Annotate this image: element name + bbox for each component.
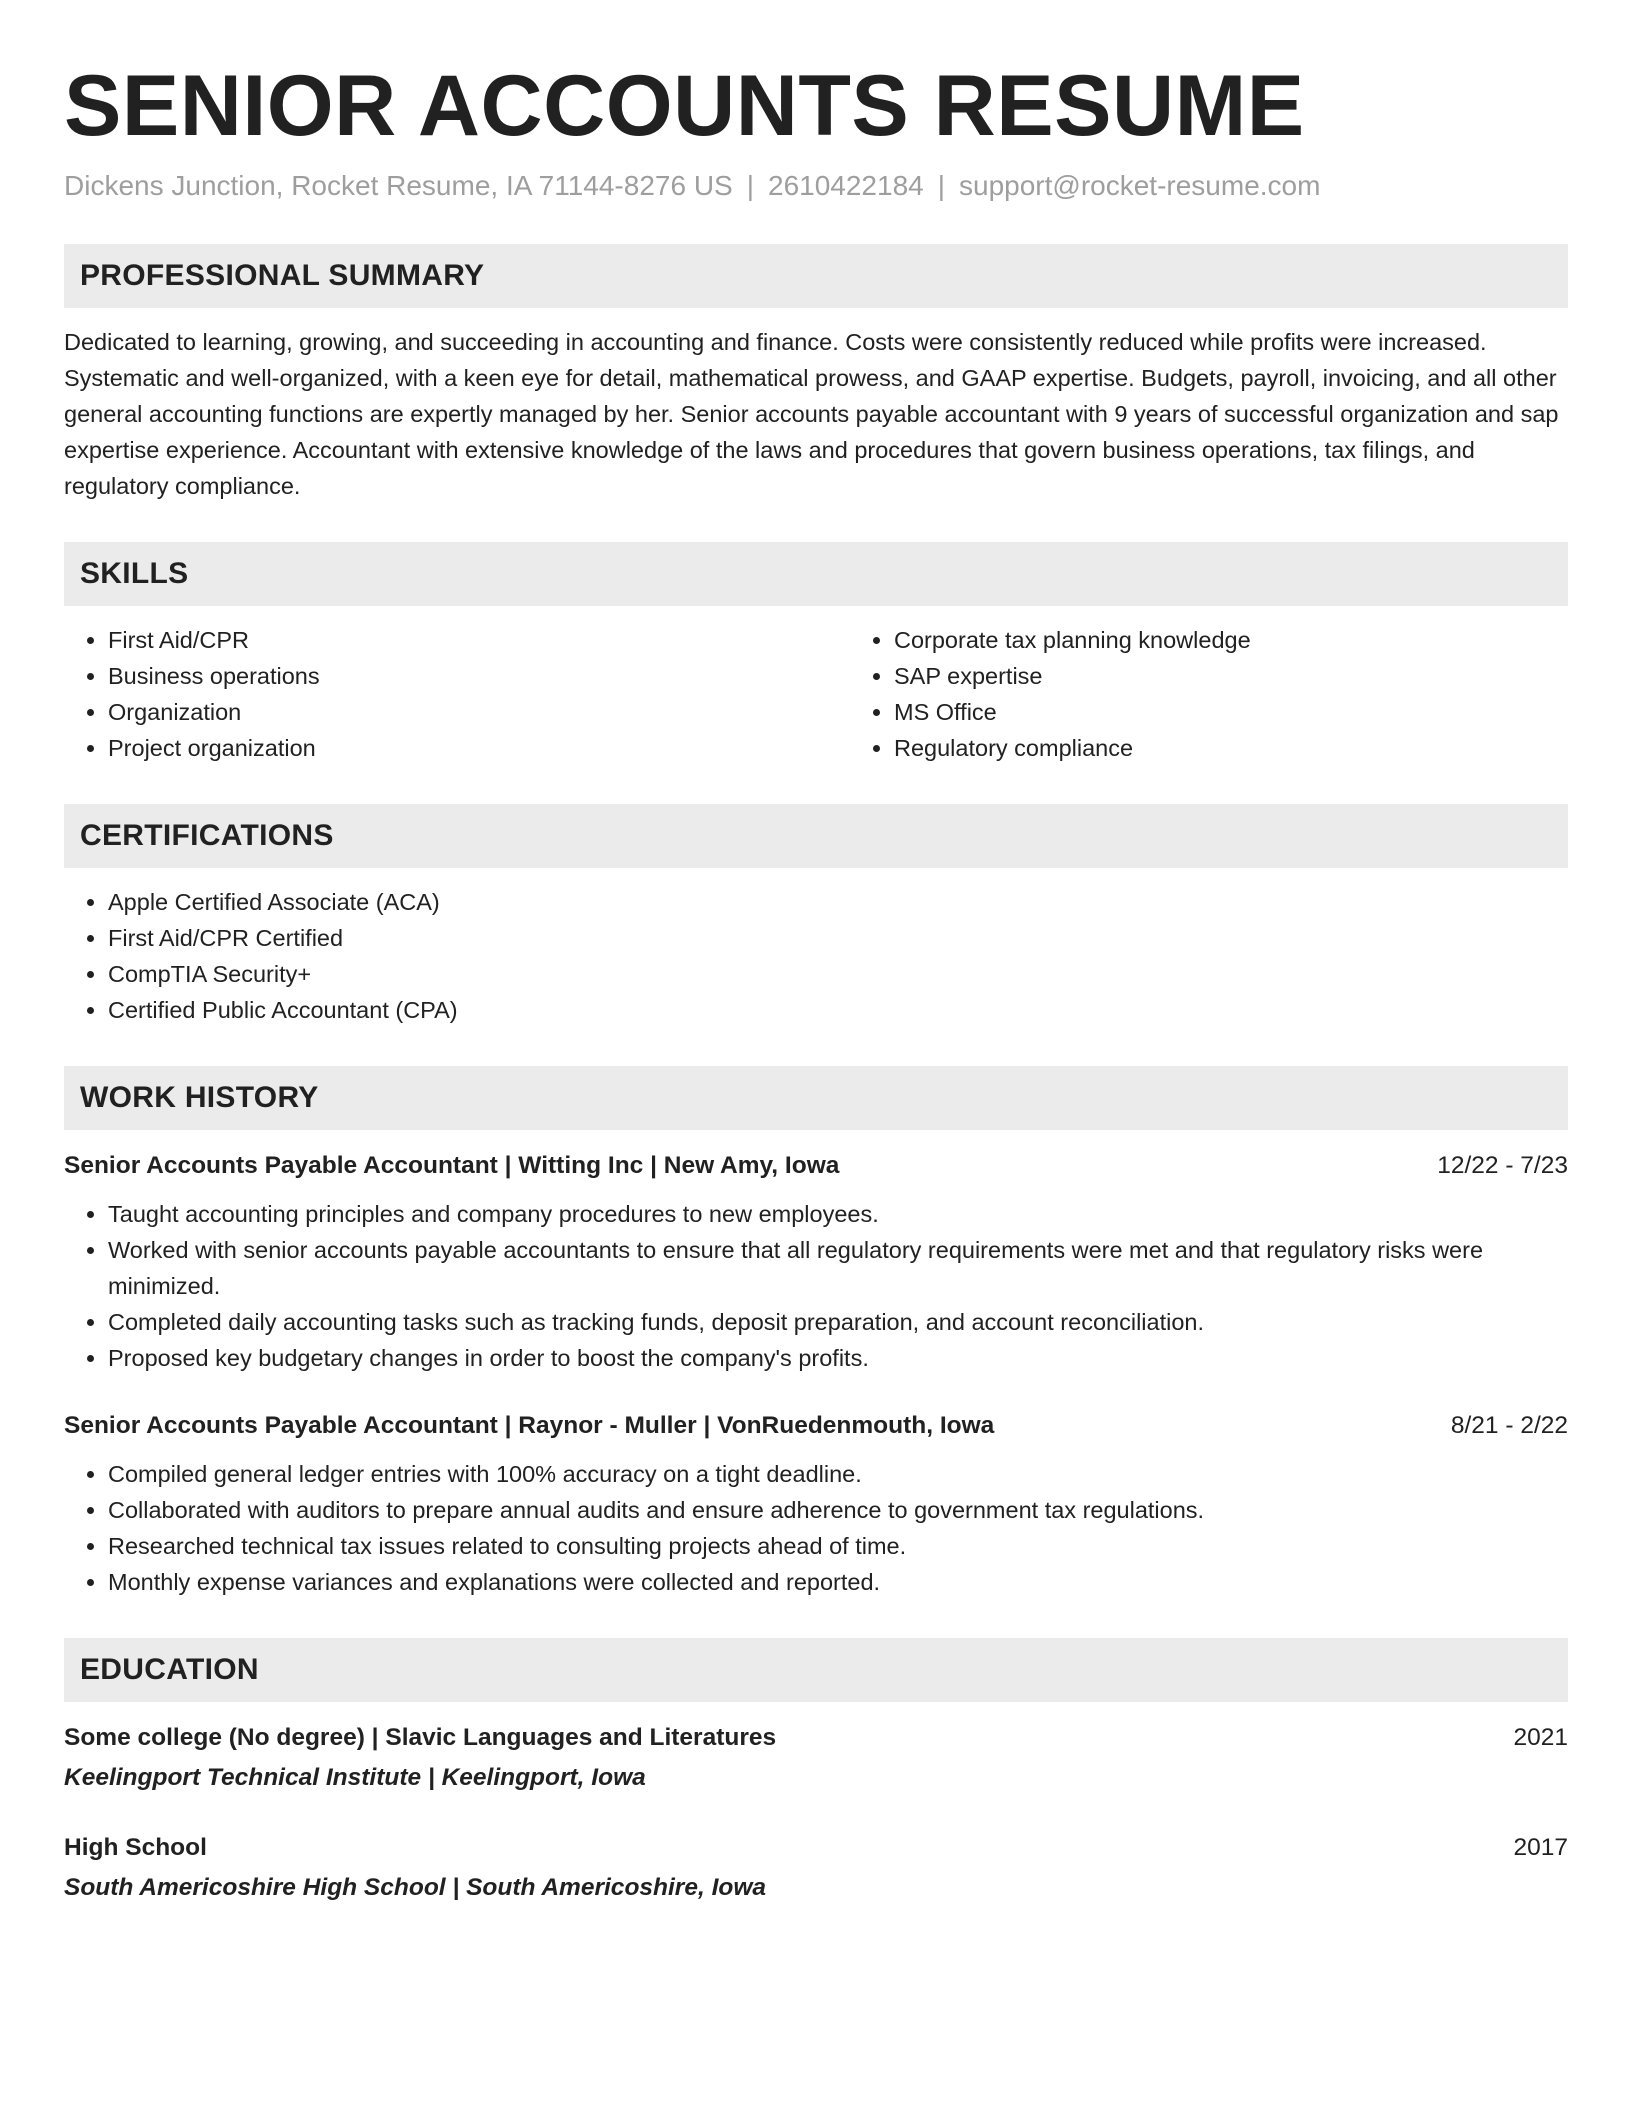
job-entry	[64, 1406, 1568, 1600]
job-header	[64, 1406, 1568, 1446]
skill-item: • Project organization	[108, 730, 850, 766]
education-school: Keelingport Technical Institute | Keelingport, Iowa	[64, 1764, 646, 1791]
education-header-row	[64, 1828, 1568, 1868]
skill-item: • MS Office	[894, 694, 1632, 730]
skills-section	[64, 542, 1568, 766]
contact-phone: 2610422184	[768, 170, 924, 201]
summary-section	[64, 244, 1568, 504]
job-dates: 8/21 - 2/22	[1450, 1412, 1568, 1439]
skills-grid	[64, 622, 1568, 766]
job-bullet: • Monthly expense variances and explanations were collected and reported.	[108, 1564, 1568, 1600]
certifications-list	[64, 884, 1568, 1028]
summary-text: Dedicated to learning, growing, and succeeding in accounting and finance. Costs were consistently reduced while profits were increased. Systematic and well-organized, with a keen eye for detail, mathematical prowess, and GAAP expertise. Budgets, payroll, invoicing, and all other general accounting functions are expertly managed by her. Senior accounts payable accountant with 9 years of successful organization and sap expertise experience. Accountant with extensive knowledge of the laws and procedures that govern business operations, tax filings, and regulatory compliance.	[64, 329, 1559, 499]
skill-item: • Corporate tax planning knowledge	[894, 622, 1632, 658]
job-bullets	[64, 1456, 1568, 1600]
section-heading: WORK HISTORY	[80, 1081, 319, 1114]
job-bullet: • Worked with senior accounts payable accountants to ensure that all regulatory requirements were met and that regulatory risks were minimized.	[108, 1232, 1568, 1304]
skill-item: • SAP expertise	[894, 658, 1632, 694]
skill-item: • First Aid/CPR	[108, 622, 850, 658]
job-entry	[64, 1146, 1568, 1376]
contact-separator: |	[746, 170, 754, 201]
section-heading: EDUCATION	[80, 1653, 259, 1686]
contact-address: Dickens Junction, Rocket Resume, IA 71144-8276 US	[64, 170, 733, 201]
education-section	[64, 1638, 1568, 1908]
education-header-row	[64, 1718, 1568, 1758]
skills-header	[64, 542, 1568, 606]
certification-item: • First Aid/CPR Certified	[108, 920, 1568, 956]
summary-header	[64, 244, 1568, 308]
education-degree: High School	[64, 1834, 207, 1861]
job-bullet: • Proposed key budgetary changes in order to boost the company's profits.	[108, 1340, 1568, 1376]
job-bullet: • Completed daily accounting tasks such as tracking funds, deposit preparation, and account reconciliation.	[108, 1304, 1568, 1340]
skill-item: • Organization	[108, 694, 850, 730]
certification-item: • Certified Public Accountant (CPA)	[108, 992, 1568, 1028]
skills-list-left	[64, 622, 850, 766]
work-history-header	[64, 1066, 1568, 1130]
contact-email: support@rocket-resume.com	[959, 170, 1321, 201]
job-bullet: • Researched technical tax issues related to consulting projects ahead of time.	[108, 1528, 1568, 1564]
education-school: South Americoshire High School | South Americoshire, Iowa	[64, 1874, 767, 1901]
job-bullets	[64, 1196, 1568, 1376]
certifications-section	[64, 804, 1568, 1028]
education-degree: Some college (No degree) | Slavic Languages and Literatures	[64, 1724, 777, 1751]
skills-list-right	[850, 622, 1632, 766]
certification-item: • CompTIA Security+	[108, 956, 1568, 992]
job-header	[64, 1146, 1568, 1186]
skill-item: • Business operations	[108, 658, 850, 694]
contact-separator: |	[937, 170, 946, 201]
education-year: 2021	[1513, 1724, 1568, 1751]
job-bullet: • Collaborated with auditors to prepare annual audits and ensure adherence to government tax regulations.	[108, 1492, 1568, 1528]
section-heading: CERTIFICATIONS	[80, 819, 334, 852]
job-title: Senior Accounts Payable Accountant | Witting Inc | New Amy, Iowa	[64, 1152, 840, 1179]
job-title: Senior Accounts Payable Accountant | Raynor - Muller | VonRuedenmouth, Iowa	[64, 1412, 995, 1439]
job-dates: 12/22 - 7/23	[1437, 1152, 1568, 1179]
job-bullet: • Compiled general ledger entries with 100% accuracy on a tight deadline.	[108, 1456, 1568, 1492]
skill-item: • Regulatory compliance	[894, 730, 1632, 766]
education-header	[64, 1638, 1568, 1702]
certifications-header	[64, 804, 1568, 868]
contact-line	[64, 166, 1568, 206]
resume-title: SENIOR ACCOUNTS RESUME	[64, 58, 1305, 154]
job-bullet: • Taught accounting principles and company procedures to new employees.	[108, 1196, 1568, 1232]
education-entry	[64, 1828, 1568, 1908]
certification-item: • Apple Certified Associate (ACA)	[108, 884, 1568, 920]
section-heading: PROFESSIONAL SUMMARY	[80, 259, 485, 292]
work-history-section	[64, 1066, 1568, 1600]
education-entry	[64, 1718, 1568, 1798]
education-year: 2017	[1513, 1834, 1568, 1861]
section-heading: SKILLS	[80, 557, 189, 590]
